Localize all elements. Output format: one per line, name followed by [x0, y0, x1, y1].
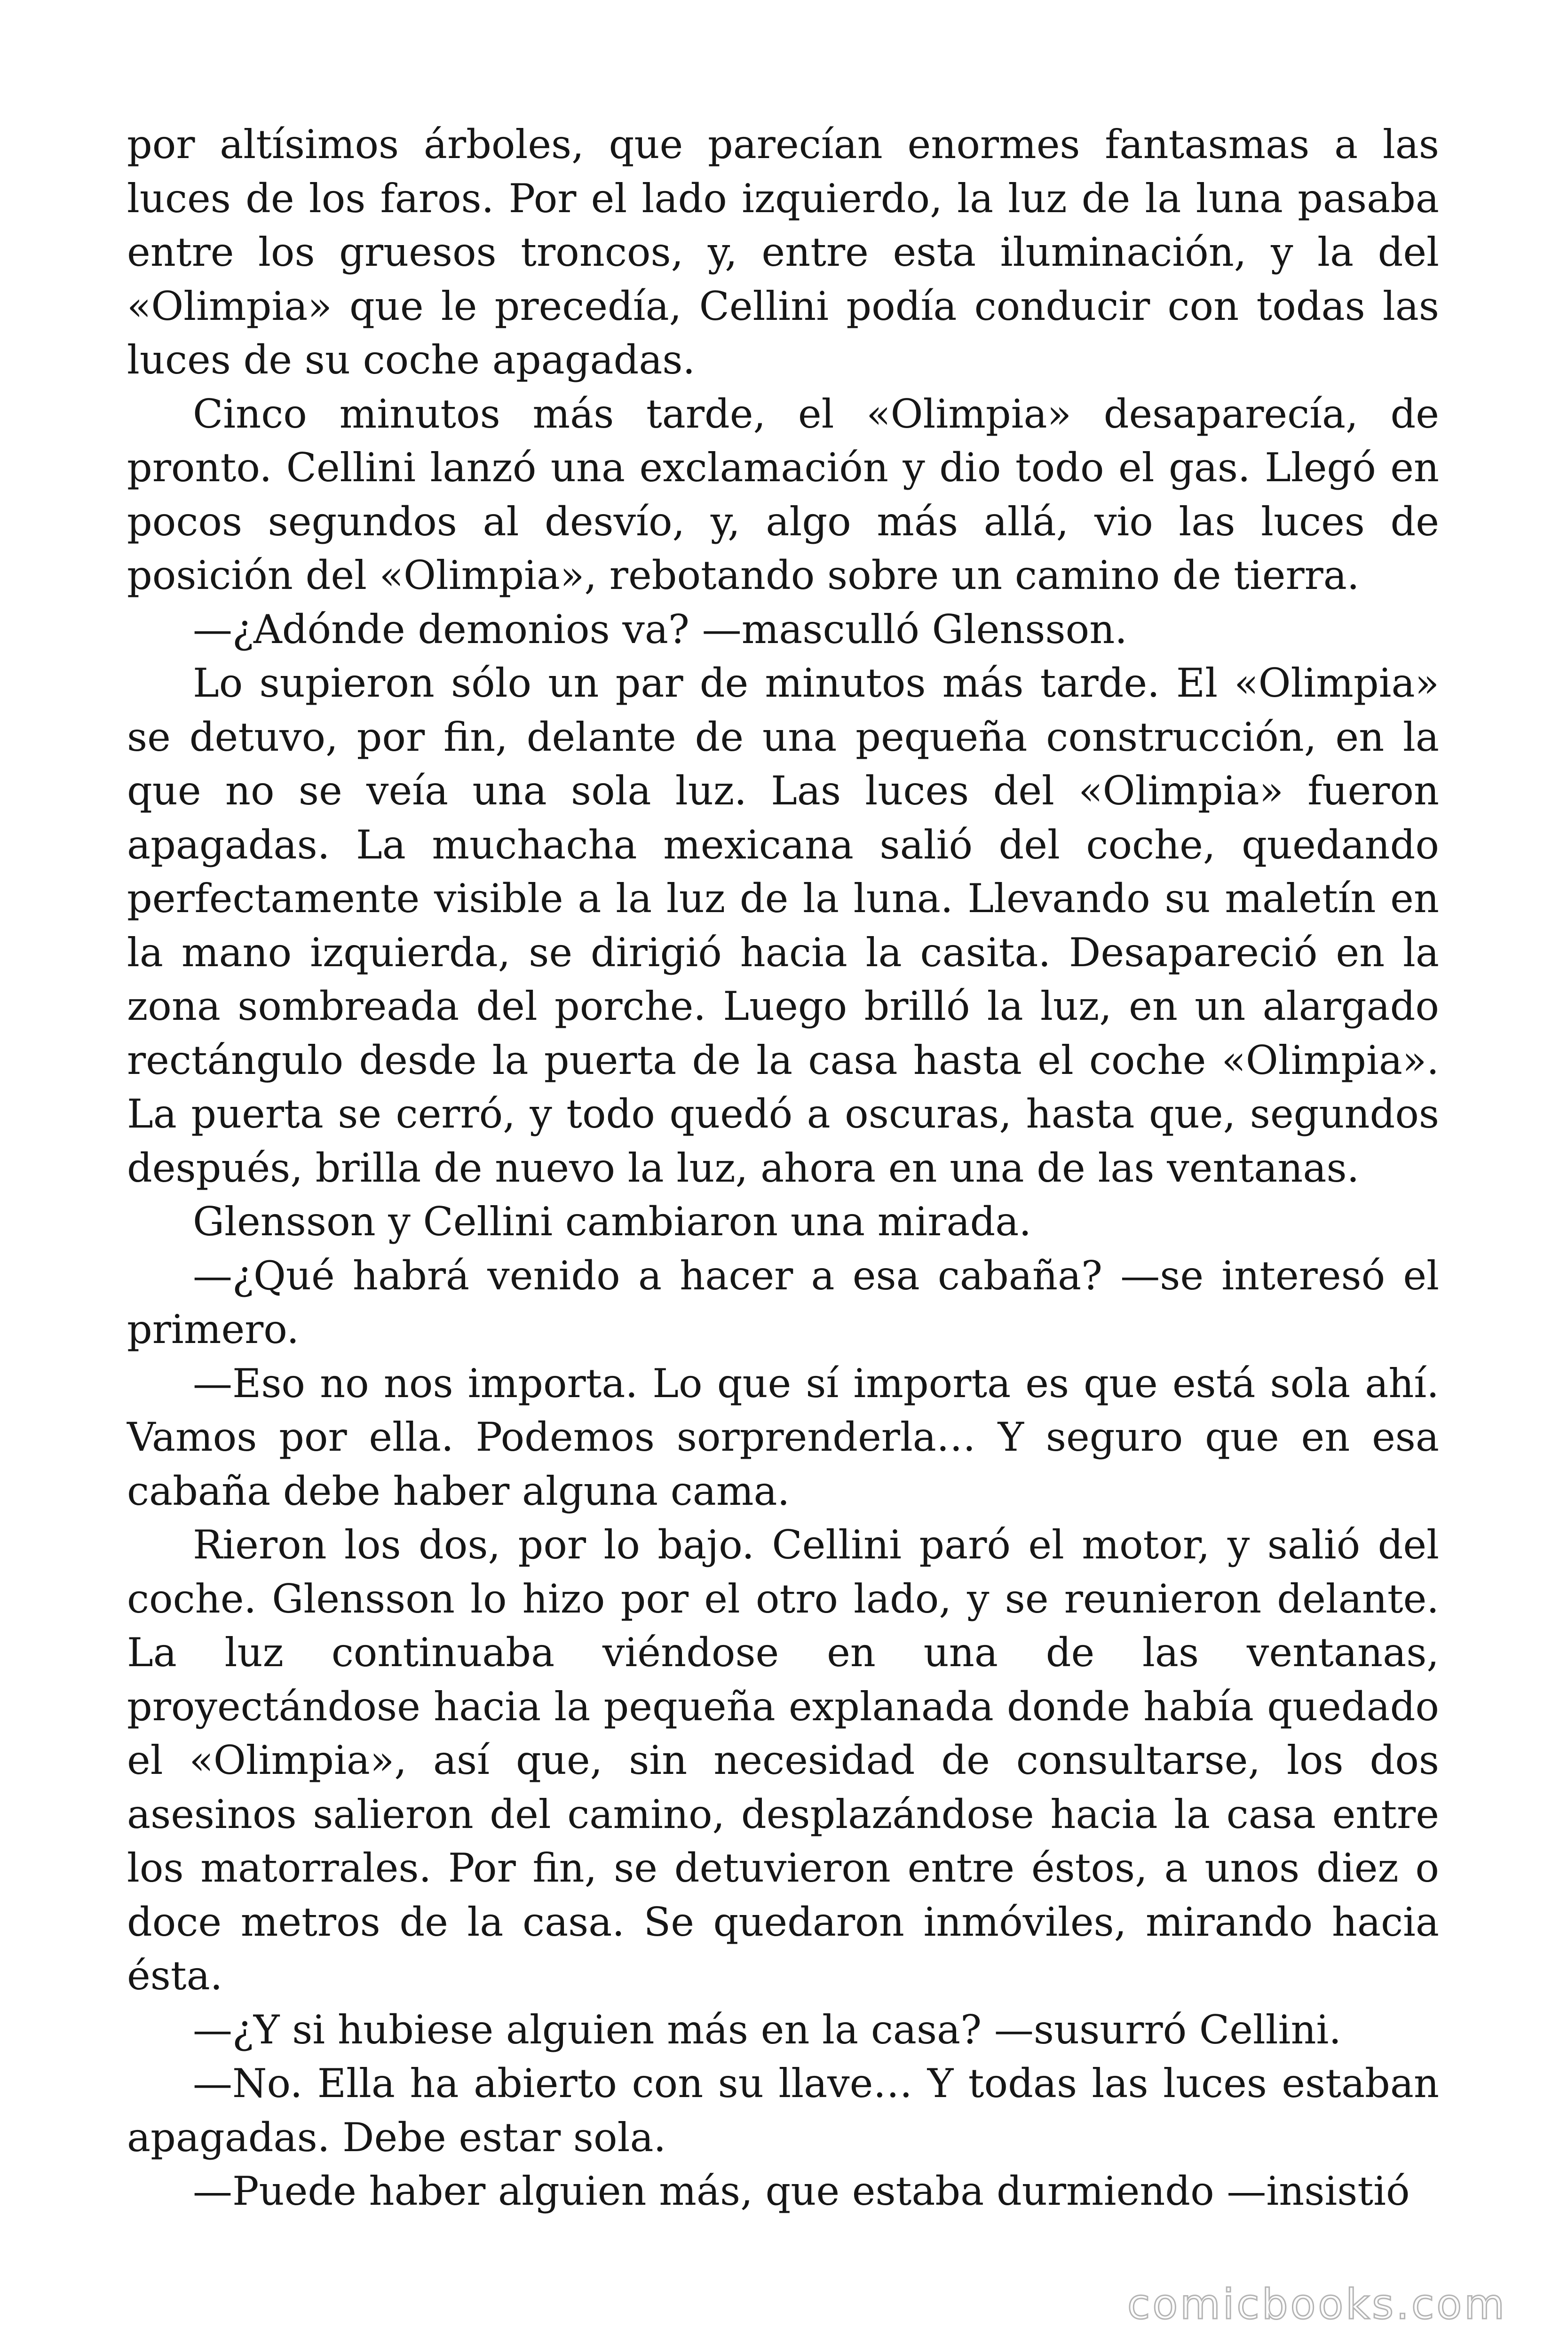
paragraph: —Puede haber alguien más, que estaba durmiendo —insistió: [193, 2168, 1410, 2214]
paragraph: Glensson y Cellini cambiaron una mirada.: [193, 1199, 1032, 1245]
book-page-text: [127, 118, 1439, 2218]
paragraph: —¿Y si hubiese alguien más en la casa? —susurró Cellini.: [193, 2006, 1342, 2053]
paragraph: Lo supieron sólo un par de minutos más tarde. El «Olimpia» se detuvo, por fin, delante de una pequeña construcción, en la que no se veía una sola luz. Las luces del «Olimpia» fueron apagadas. La muchacha mexicana salió del coche, quedando perfectamente visible a la luz de la luna. Llevando su maletín en la mano izquierda, se dirigió hacia la casita. Desapareció en la zona sombreada del porche. Luego brilló la luz, en un alargado rectángulo desde la puerta de la casa hasta el coche «Olimpia». La puerta se cerró, y todo quedó a oscuras, hasta que, segundos después, brilla de nuevo la luz, ahora en una de las ventanas.: [127, 660, 1439, 1191]
paragraph: Cinco minutos más tarde, el «Olimpia» desaparecía, de pronto. Cellini lanzó una exclamación y dio todo el gas. Llegó en pocos segundos al desvío, y, algo más allá, vio las luces de posición del «Olimpia», rebotando sobre un camino de tierra.: [127, 390, 1439, 598]
paragraph: Rieron los dos, por lo bajo. Cellini paró el motor, y salió del coche. Glensson lo hizo por el otro lado, y se reunieron delante. La luz continuaba viéndose en una de las ventanas, proyectándose hacia la pequeña explanada donde había quedado el «Olimpia», así que, sin necesidad de consultarse, los dos asesinos salieron del camino, desplazándose hacia la casa entre los matorrales. Por fin, se detuvieron entre éstos, a unos diez o doce metros de la casa. Se quedaron inmóviles, mirando hacia ésta.: [127, 1522, 1439, 1999]
paragraph: —Eso no nos importa. Lo que sí importa es que está sola ahí. Vamos por ella. Podemos sorprenderla… Y seguro que en esa cabaña debe haber alguna cama.: [127, 1360, 1439, 1514]
paragraph: —No. Ella ha abierto con su llave… Y todas las luces estaban apagadas. Debe estar sola.: [127, 2060, 1439, 2161]
paragraph: —¿Qué habrá venido a hacer a esa cabaña? —se interesó el primero.: [127, 1252, 1439, 1352]
paragraph: por altísimos árboles, que parecían enormes fantasmas a las luces de los faros. Por el lado izquierdo, la luz de la luna pasaba entre los gruesos troncos, y, entre esta iluminación, y la del «Olimpia» que le precedía, Cellini podía conducir con todas las luces de su coche apagadas.: [127, 121, 1439, 383]
watermark: comicbooks.com: [1127, 2280, 1507, 2328]
paragraph: —¿Adónde demonios va? —masculló Glensson.: [193, 606, 1128, 652]
